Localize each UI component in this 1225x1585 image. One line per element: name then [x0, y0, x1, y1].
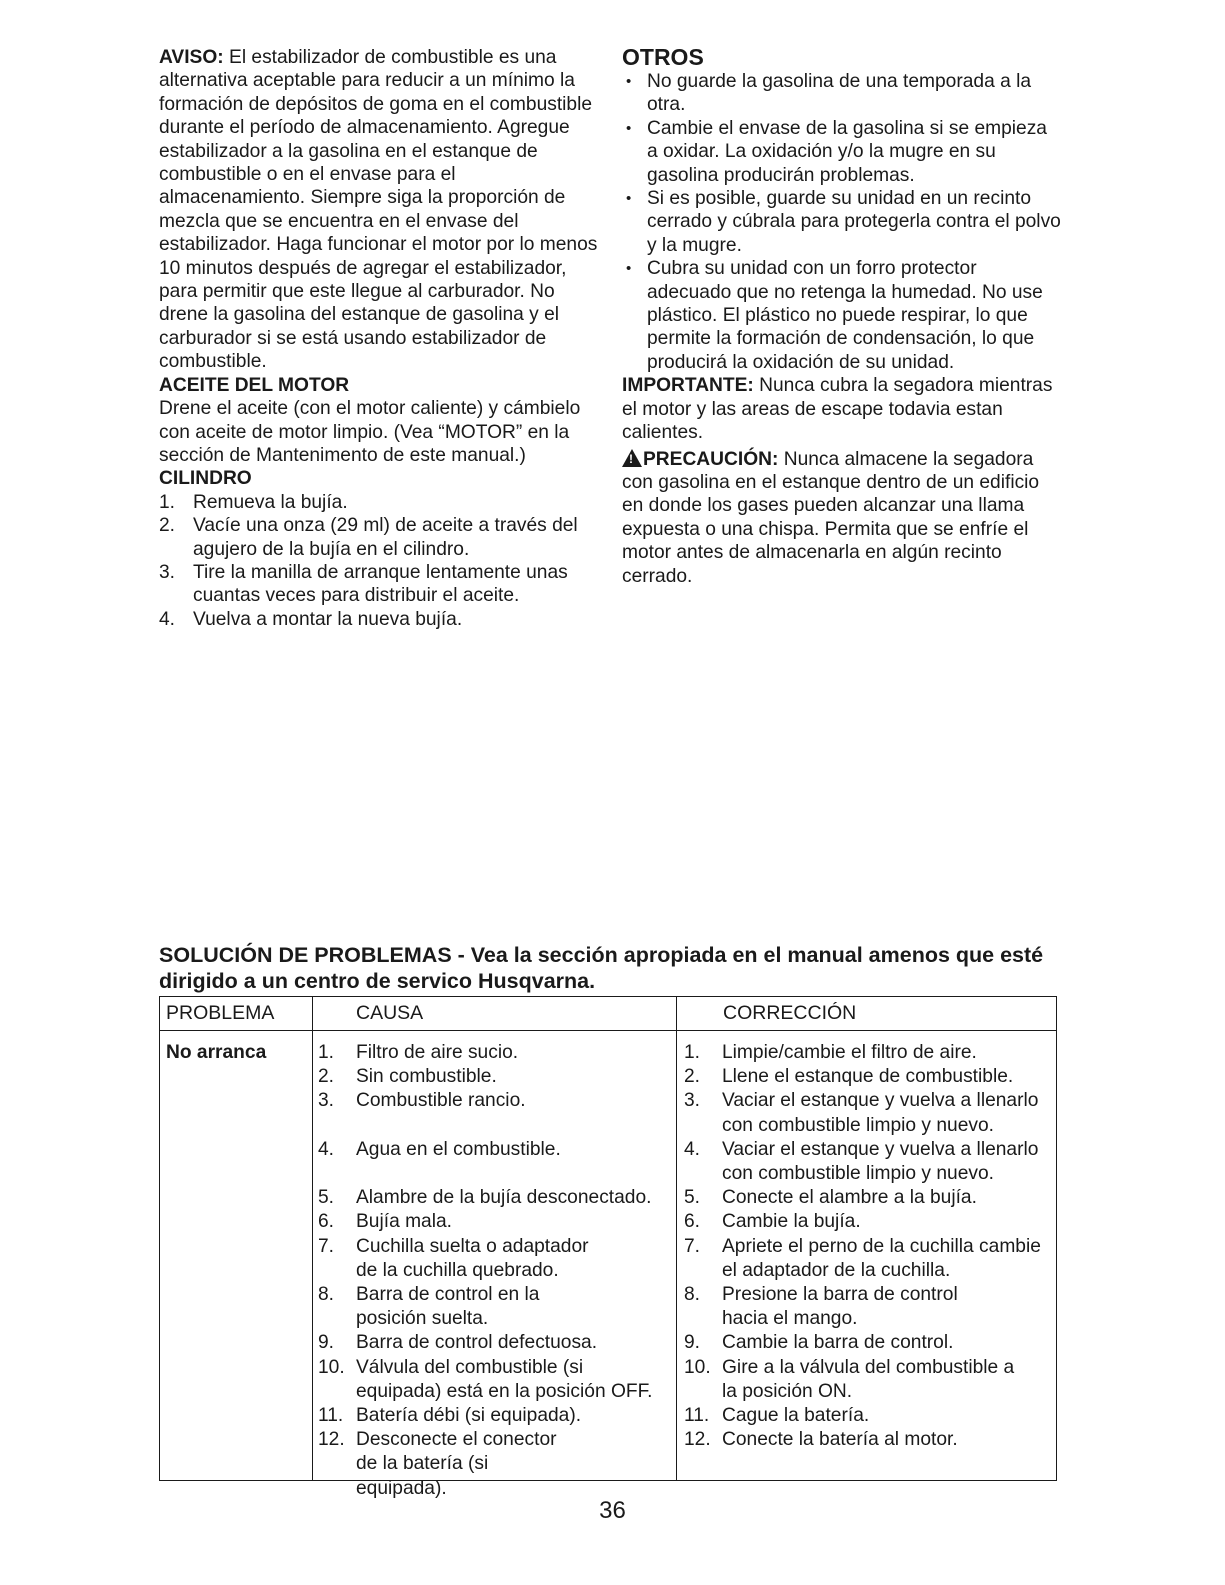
otros-list — [622, 70, 1062, 374]
causes-list — [318, 1041, 672, 1501]
list-item: 9. Cambie la barra de control. — [684, 1332, 954, 1354]
aviso-label: AVISO: — [159, 47, 224, 68]
list-item: 11. Cague la batería. — [684, 1405, 870, 1427]
causes-cell — [318, 1041, 672, 1501]
list-item: • Cambie el envase de la gasolina si se empieza a oxidar. La oxidación y/o la mugre en su gasolina producirán problemas. — [622, 117, 1062, 187]
header-divider — [160, 1030, 1056, 1031]
aceite-text: Drene el aceite (con el motor caliente) y cámbielo con aceite de motor limpio. (Vea “MOTOR” en la sección de Mantenimento de este manual.) — [159, 398, 581, 466]
list-item: 9. Barra de control defectuosa. — [318, 1332, 598, 1354]
list-item: 2. Llene el estanque de combustible. — [684, 1066, 1014, 1088]
list-item: 3. Tire la manilla de arranque lentamente unas cuantas veces para distribuir el aceite. — [159, 561, 568, 607]
list-item: 10. Gire a la válvula del combustible a la posición ON. — [684, 1356, 1015, 1402]
list-item: 11. Batería débi (si equipada). — [318, 1405, 582, 1427]
list-item: 1. Remueva la bujía. — [159, 491, 348, 513]
precaucion-text: Nunca almacene la segadora con gasolina en el estanque dentro de un edificio en donde los gases pueden alcanzar una llama expuesta o una chispa. Permita que se enfríe el motor antes de almacenarla en algún recinto cerrado. — [622, 448, 1040, 587]
list-item: 10. Válvula del combustible (si equipada) está en la posición OFF. — [318, 1356, 653, 1402]
list-item: 2. Vacíe una onza (29 ml) de aceite a través del agujero de la bujía en el cilindro. — [159, 515, 578, 560]
list-item: 5. Conecte el alambre a la bujía. — [684, 1187, 977, 1209]
list-item: 5. Alambre de la bujía desconectado. — [318, 1187, 652, 1209]
troubleshooting-title: SOLUCIÓN DE PROBLEMAS - Vea la sección apropiada en el manual amenos que esté dirigido a un centro de servico Husqvarna. — [159, 943, 1044, 993]
list-item: 12. Desconecte el conector de la batería (si equipada). — [318, 1429, 557, 1499]
list-item: • No guarde la gasolina de una temporada a la otra. — [622, 70, 1062, 117]
precaucion-paragraph — [622, 448, 1062, 588]
cilindro-steps — [159, 491, 599, 631]
page-number: 36 — [599, 1497, 626, 1524]
list-item: 1. Filtro de aire sucio. — [318, 1042, 519, 1063]
warning-triangle-icon — [622, 449, 642, 467]
list-item: • Cubra su unidad con un forro protector adecuado que no retenga la humedad. No use plástico. El plástico no puede respirar, lo que permite la formación de condensación, lo que producirá la oxidación de su unidad. — [622, 257, 1062, 374]
list-item: 8. Presione la barra de control hacia el mango. — [684, 1284, 958, 1330]
list-item: 7. Apriete el perno de la cuchilla cambie el adaptador de la cuchilla. — [684, 1235, 1041, 1281]
column-divider — [676, 997, 677, 1480]
list-item: 6. Cambie la bujía. — [684, 1211, 861, 1233]
importante-paragraph — [622, 374, 1062, 444]
list-item: 4. Agua en el combustible. — [318, 1138, 561, 1160]
importante-text: Nunca cubra la segadora mientras el motor y las areas de escape todavia estan calientes. — [622, 375, 1053, 444]
list-item: 3. Combustible rancio. — [318, 1090, 526, 1112]
list-item: • Si es posible, guarde su unidad en un recinto cerrado y cúbrala para protegerla contra el polvo y la mugre. — [622, 187, 1062, 257]
list-item: 1. Limpie/cambie el filtro de aire. — [684, 1042, 977, 1063]
aceite-heading: ACEITE DEL MOTOR — [159, 374, 350, 396]
list-item: 6. Bujía mala. — [318, 1211, 452, 1233]
list-item: 4. Vuelva a montar la nueva bujía. — [159, 608, 463, 630]
list-item: 12. Conecte la batería al motor. — [684, 1429, 958, 1451]
corrections-cell — [684, 1041, 1054, 1452]
corrections-list — [684, 1041, 1054, 1452]
header-correccion: CORRECCIÓN — [723, 1002, 857, 1024]
aviso-paragraph — [159, 46, 599, 374]
left-column — [159, 46, 599, 631]
list-item: 2. Sin combustible. — [318, 1066, 497, 1088]
troubleshooting-table — [159, 996, 1057, 1499]
list-item: 4. Vaciar el estanque y vuelva a llenarlo con combustible limpio y nuevo. — [684, 1138, 1039, 1185]
importante-label: IMPORTANTE: — [622, 375, 754, 397]
problem-name: No arranca — [166, 1042, 267, 1063]
list-item: 8. Barra de control en la posición suelta. — [318, 1284, 540, 1330]
cilindro-heading: CILINDRO — [159, 468, 252, 490]
otros-heading: OTROS — [622, 44, 704, 70]
precaucion-label: PRECAUCIÓN: — [643, 448, 779, 470]
header-problema: PROBLEMA — [166, 1002, 275, 1024]
column-divider — [312, 997, 313, 1480]
header-causa: CAUSA — [356, 1002, 424, 1024]
list-item: 7. Cuchilla suelta o adaptador de la cuchilla quebrado. — [318, 1235, 589, 1281]
right-column — [622, 44, 1062, 588]
aviso-text: El estabilizador de combustible es una alternativa aceptable para reducir a un mínimo la formación de depósitos de goma en el combustible durante el período de almacenamiento. Agregue estabilizador a la gasolina en el estanque de combustible o en el envase para el almacenamiento. Siempre siga la proporción de mezcla que se encuentra en el envase del estabilizador. Haga funcionar el motor por lo menos 10 minutos después de agregar el estabilizador, para permitir que este llegue al carburador. No drene la gasolina del estanque de gasolina y el carburador si se está usando estabilizador de combustible. — [159, 47, 598, 373]
list-item: 3. Vaciar el estanque y vuelva a llenarlo con combustible limpio y nuevo. — [684, 1090, 1039, 1136]
